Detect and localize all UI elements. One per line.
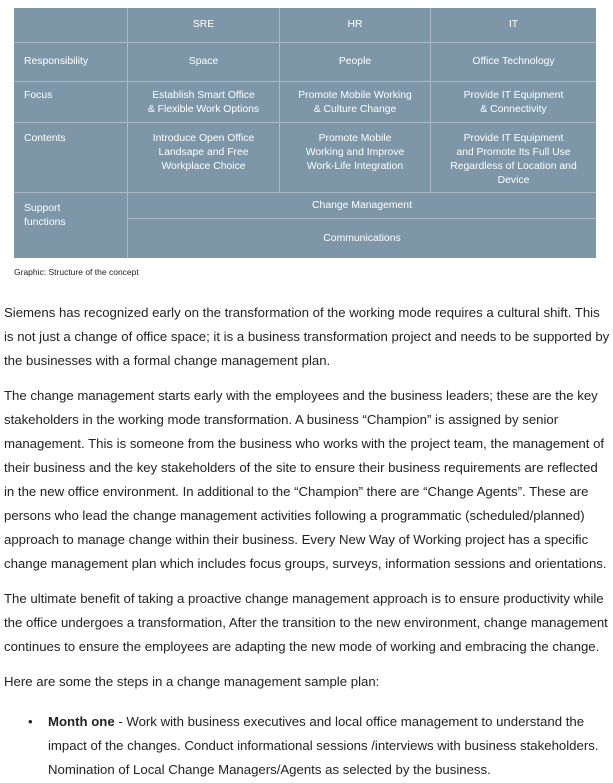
cell-communications: Communications xyxy=(323,232,401,244)
row-label-support-functions: Support functions xyxy=(14,193,128,258)
paragraph-benefit: The ultimate benefit of taking a proactive change management approach is to ensure productivity while the office undergoes a transformation, After the transition to the new environment, change management continues to ensure the employees are adapting the new mode of working and embracing the change. xyxy=(4,591,608,654)
steps-list xyxy=(4,710,610,782)
cell-responsibility-it: Office Technology xyxy=(431,43,596,82)
cell-focus-hr: Promote Mobile Working & Culture Change xyxy=(280,82,431,123)
cell-contents-hr: Promote Mobile Working and Improve Work-Life Integration xyxy=(280,123,431,193)
cell-responsibility-sre: Space xyxy=(128,43,280,82)
step-text: - Work with business executives and local office management to understand the impact of the changes. Conduct informational sessions /interviews with business stakeholders. Nomination of Local Change Managers/Agents as selected by the business. xyxy=(48,714,599,777)
row-label-focus: Focus xyxy=(14,82,128,123)
step-title: Month one xyxy=(48,714,115,729)
list-item xyxy=(4,710,610,782)
column-header-sre: SRE xyxy=(128,8,280,43)
cell-contents-it: Provide IT Equipment and Promote Its Full Use Regardless of Location and Device xyxy=(431,123,596,193)
figure-caption: Graphic: Structure of the concept xyxy=(14,267,139,277)
concept-table xyxy=(14,8,596,258)
cell-responsibility-hr: People xyxy=(280,43,431,82)
cell-contents-sre: Introduce Open Office Landsape and Free Workplace Choice xyxy=(128,123,280,193)
bullet-icon: • xyxy=(28,714,33,729)
paragraph-steps-intro: Here are some the steps in a change management sample plan: xyxy=(4,674,380,689)
concept-structure-figure xyxy=(14,8,596,258)
cell-focus-sre: Establish Smart Office & Flexible Work Options xyxy=(128,82,280,123)
body-text xyxy=(4,301,610,782)
row-label-responsibility: Responsibility xyxy=(14,43,128,82)
column-header-hr: HR xyxy=(280,8,431,43)
cell-focus-it: Provide IT Equipment & Connectivity xyxy=(431,82,596,123)
row-label-contents: Contents xyxy=(14,123,128,193)
cell-change-management: Change Management xyxy=(128,193,596,219)
paragraph-cultural-shift: Siemens has recognized early on the transformation of the working mode requires a cultural shift. This is not just a change of office space; it is a business transformation project and needs to be supported by the businesses with a formal change management plan. xyxy=(4,305,610,368)
paragraph-champion: The change management starts early with the employees and the business leaders; these are the key stakeholders in the working mode transformation. A business “Champion” is assigned by senior management. This is someone from the business who works with the project team, the management of their business and the key stakeholders of the site to ensure their business requirements are reflected in the new office environment. In additional to the “Champion” there are “Change Agents”. These are persons who lead the change management activities following a programmatic (scheduled/planned) approach to manage change within their business. Every New Way of Working project has a specific change management plan which includes focus groups, surveys, information sessions and orientations. xyxy=(4,388,607,571)
header-corner-cell xyxy=(14,8,128,43)
column-header-it: IT xyxy=(431,8,596,43)
